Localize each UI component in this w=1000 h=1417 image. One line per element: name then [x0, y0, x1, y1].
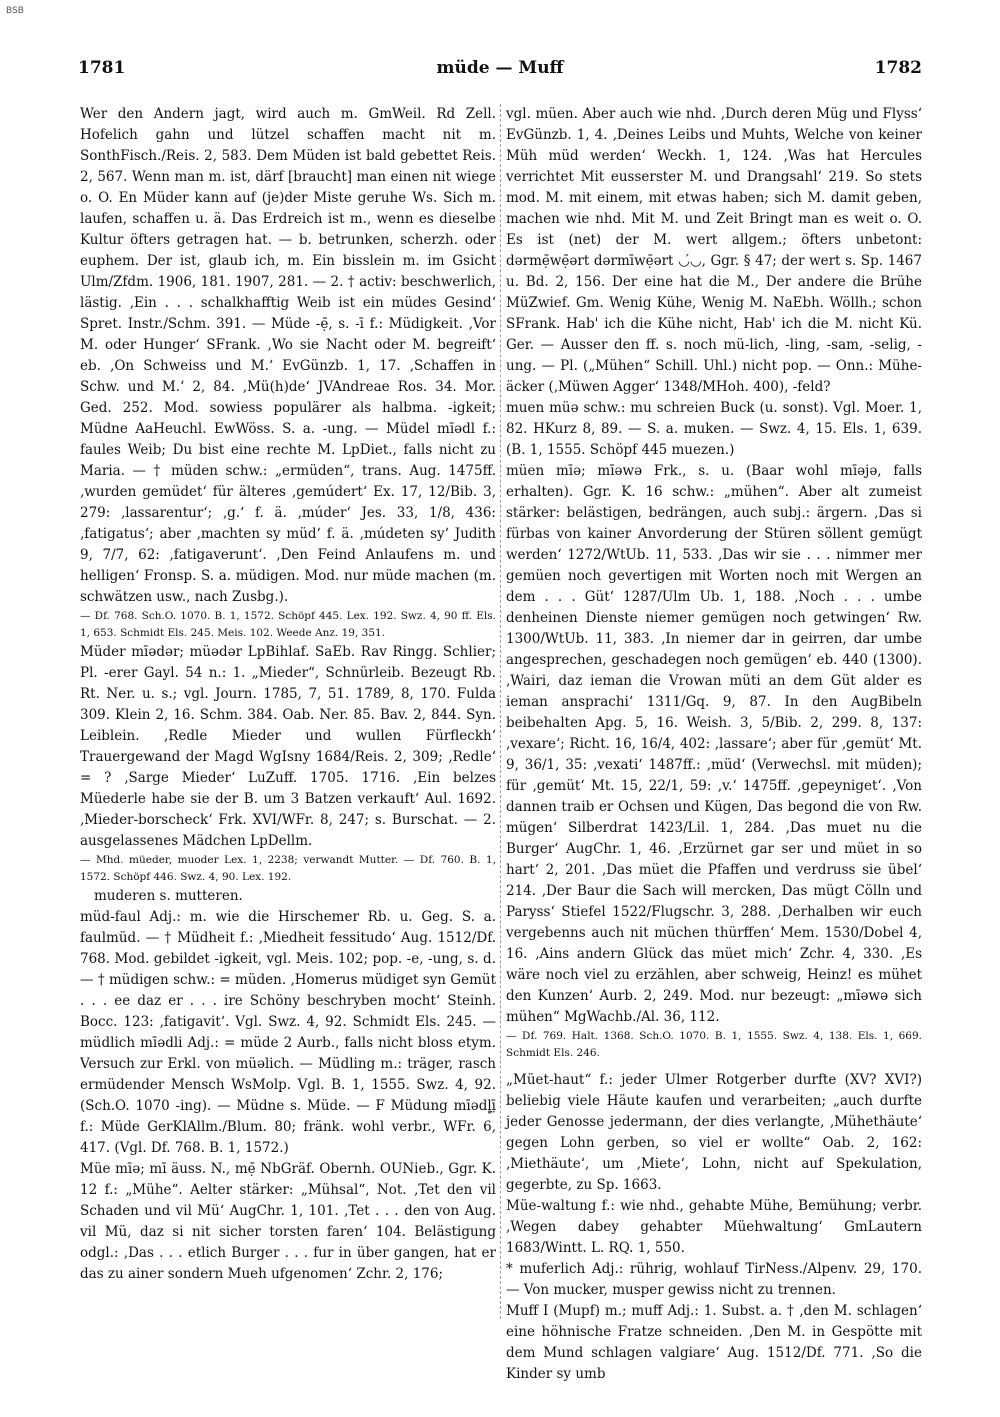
cross-reference: muderen s. mutteren. — [94, 888, 243, 904]
running-headword: müde — Muff — [436, 58, 564, 78]
library-stamp: BSB — [6, 6, 24, 16]
page-number-left: 1781 — [78, 58, 126, 78]
entry-mueet-haut: „Müet-haut“ f.: jeder Ulmer Rotgerber durfte (XV? XVI?) beliebig viele Häute kaufen und verarbeiten; „auch durfte jeder Genosse jedermann, der dies verlangte, ‚Mühethäute‘ gegen Lohn gerben, so viel er wollte“ Oab. 2, 162: ‚Miethäute‘, um ‚Miete‘, Lohn, nicht auf Spekulation, gegerbte, zu Sp. 1663. — [506, 1072, 922, 1193]
entry-mueen: müen mīə; mīəwə Frk., s. u. (Baar wohl mīəjə, falls erhalten). Ggr. K. 16 schw.: „mühen“. Aber alt zumeist stärker: belästigen, bedrängen, auch subj.: ärgern. ‚Das si fürbas von kainer Anvorderung der Stüren söllent gemügt werden‘ 1272/WtUb. 11, 533. ‚Das wir sie . . . nimmer mer gemüen noch gevertigen mit Worten noch mit Wergen an dem . . . Güt‘ 1287/Ulm Ub. 1, 188. ‚Noch . . . umbe denheinen Dienste niemer gemügen noch getwingen‘ Rw. 1300/WtUb. 11, 383. ‚In niemer dar in geirren, dar umbe angesprechen, geschadegen noch gemügen‘ eb. 440 (1300). ‚Wairi, daz ieman die Vrowan müti an dem Güt alder es ieman ansprachi‘ 1311/Gq. 9, 87. In den AugBibeln beibehalten Apg. 5, 16. Weish. 3, 5/Bib. 2, 299. 8, 137: ‚vexare‘; Richt. 16, 16/4, 402: ‚lassare‘; aber für ‚gemüt‘ Mt. 9, 36/1, 35: ‚vexati‘ 1487ff.: ‚müd‘ (Verwechsl. mit müden); für ‚gemüt‘ Mt. 15, 22/1, 59: ‚v.‘ 1475ff. ‚gepeyniget‘. ‚Von dannen traib er Ochsen und Kügen, Das begond die von Rw. mügen‘ Silberdrat 1423/Lil. 1, 284. ‚Das muet nu die Burger‘ AugChr. 1, 46. ‚Erzürnet gar ser und müet in so hart‘ 2, 201. ‚Das müet die Pfaffen und verdruss sie übel‘ 214. ‚Der Baur die Sach will mercken, Das mügt Cölln und Paryss‘ Stiefel 1522/Flugschr. 3, 288. ‚Derhalben wir euch vergebenns auch nit müchen thürffen‘ Mem. 1530/Dobel 4, 16. ‚Ains andern Glück das müet mich‘ Zchr. 4, 330. ‚Es wäre noch viel zu erzählen, aber schweig, Heinz! es mühet den Kunzen‘ Aurb. 2, 249. Mod. nur bezeugt: „mīəwə sich mühen“ MgWachb./Al. 36, 112. — [506, 463, 922, 1025]
entry-mue: Müe mīə; mī äuss. N., mẹ̄ NbGräf. Obernh. OUNieb., Ggr. K. 12 f.: „Mühe“. Aelter stärker: „Mühsal“, Not. ‚Tet den vil Schaden und vil Mü‘ AugChr. 1, 101. ‚Tet . . . den von Aug. vil Mü, daz si nit sicher torsten faren‘ 104. Belästigung odgl.: ‚Das . . . etlich Burger . . . fur in über gangen, hat er das zu ainer sondern Mueh ufgenomen‘ Zchr. 2, 176; — [80, 1161, 496, 1282]
reference-note: — Mhd. müeder, muoder Lex. 1, 2238; verwandt Mutter. — Df. 760. B. 1, 1572. Schöpf 446. Swz. 4, 90. Lex. 192. — [80, 854, 496, 883]
entry-mued-faul: müd-faul Adj.: m. wie die Hirschemer Rb. u. Geg. S. a. faulmüd. — † Müdheit f.: ‚Miedheit fessitudo‘ Aug. 1512/Df. 768. Mod. gebildet -igkeit, vgl. Meis. 102; pop. -e, -ung, s. d. — † müdigen schw.: = müden. ‚Homerus müdiget syn Gemüt . . . ee daz er . . . ire Schöny beschryben mocht‘ Steinh. Bocc. 123: ‚fatigavit‘. Vgl. Swz. 4, 92. Schmidt Els. 245. — müdlich mīədli Adj.: = müde 2 Aurb., falls nicht bloss etym. Versuch zur Erkl. von müəlich. — Müdling m.: träger, rasch ermüdender Mensch WsMolp. Vgl. B. 1, 1555. Swz. 4, 92. (Sch.O. 1070 -ing). — Müdne s. Müde. — F Müdung mīədl̥ī̤ f.: Müde GerKlAllm./Blum. 80; fränk. wohl verbr., WFr. 6, 417. (Vgl. Df. 768. B. 1, 1572.) — [80, 909, 496, 1156]
entry-paragraph: vgl. müen. Aber auch wie nhd. ‚Durch deren Müg und Flyss‘ EvGünzb. 1, 4. ‚Deines Leibs und Muhts, Welche von keiner Müh müd werden‘ Weckh. 1, 124. ‚Was hat Hercules verrichtet Mit eusserster M. und Drangsahl‘ 219. So stets mod. M. mit einem, mit etwas haben; sich M. damit geben, machen wie nhd. Mit M. und Zeit Bringt man es weit o. O. Es ist (net) der M. wert allgem.; öfters unbetont: dərmẹ̄wẹ̄ərt dərmīwẹ̄ərt ◡́◡, Ggr. § 47; der wert s. Sp. 1467 u. Bd. 2, 156. Der eine hat die M., Der andere die Brühe MüZwief. Gm. Wenig Kühe, Wenig M. NaEbh. Wöllh.; schon SFrank. Hab' ich die Kühe nicht, Hab' ich die M. nicht Kü. Ger. — Ausser den ff. s. noch mü-lich, -ling, -sam, -selig, -ung. — Pl. („Mühen“ Schill. Uhl.) nicht pop. — Onn.: Mühe-äcker (‚Müwen Agger‘ 1348/MHoh. 400), -feld? — [506, 106, 922, 395]
reference-note: — Df. 769. Halt. 1368. Sch.O. 1070. B. 1, 1555. Swz. 4, 138. Els. 1, 669. Schmidt Els. 246. — [506, 1030, 922, 1059]
running-header — [78, 58, 922, 86]
right-column — [506, 104, 922, 1382]
page-number-right: 1782 — [874, 58, 922, 78]
entry-muff: Muff I (Mupf) m.; muff Adj.: 1. Subst. a. † ‚den M. schlagen‘ eine höhnische Fratze schneiden. ‚Den M. in Gespötte mit dem Mund schlagen valgiare‘ Aug. 1512/Df. 771. ‚So die Kinder sy umb — [506, 1303, 922, 1382]
entry-mue-waltung: Müe-waltung f.: wie nhd., gehabte Mühe, Bemühung; verbr. ‚Wegen dabey gehabter Müehwaltung‘ GmLautern 1683/Wintt. L. RQ. 1, 550. — [506, 1198, 922, 1256]
entry-muen: muen müə schw.: mu schreien Buck (u. sonst). Vgl. Moer. 1, 82. HKurz 8, 89. — S. a. muken. — Swz. 4, 15. Els. 1, 639. (B. 1, 1555. Schöpf 445 muezen.) — [506, 400, 922, 458]
entry-muferlich: * muferlich Adj.: rührig, wohlauf TirNess./Alpenv. 29, 170. — Von mucker, musper gewiss nicht zu trennen. — [506, 1261, 922, 1298]
entry-paragraph: Wer den Andern jagt, wird auch m. GmWeil. Rd Zell. Hofelich gahn und lützel schaffen macht nit m. SonthFisch./Reis. 2, 583. Dem Müden ist bald gebettet Reis. 2, 567. Wenn man m. ist, därf [braucht] man einen nit wiege o. O. En Müder kann auf (je)der Miste geruhe Ws. Sich m. laufen, schaffen u. ä. Das Erdreich ist m., wenn es dieselbe Kultur öfters getragen hat. — b. betrunken, scherzh. oder euphem. Der ist, glaub ich, m. Ein bisslein m. im Gsicht Ulm/Zfdm. 1906, 181. 1907, 281. — 2. † activ: beschwerlich, lästig. ‚Ein . . . schalkhafftig Weib ist ein müdes Gesind‘ Spret. Instr./Schm. 391. — Müde -ẹ̄, s. -ī f.: Müdigkeit. ‚Vor M. oder Hunger‘ SFrank. ‚Wo sie Nacht oder M. begreift‘ eb. ‚On Schweiss und M.‘ EvGünzb. 1, 17. ‚Schaffen in Schw. und M.‘ 2, 84. ‚Mü(h)de‘ JVAndreae Ros. 34. Mor. Ged. 252. Mod. sowiess populärer als halbma. -igkeit; Müdne AaHeuchl. EwWöss. S. a. -ung. — Müdel mīədl f.: faules Weib; Du bist eine rechte M. LpDiet., falls nicht zu Maria. — † müden schw.: „ermüden“, trans. Aug. 1475ff. ‚wurden gemüdet‘ für älteres ‚gemúdert‘ Ex. 17, 12/Bib. 3, 279: ‚lassarentur‘; ‚g.‘ f. ä. ‚múder‘ Jes. 33, 1/8, 436: ‚fatigatus‘; aber ‚machten sy müd‘ f. ä. ‚múdeten sy‘ Judith 9, 7/7, 62: ‚fatigaverunt‘. ‚Den Feind Anlaufens m. und helligen‘ Fronsp. S. a. müdigen. Mod. nur müde machen (m. schwätzen usw., nach Zusbg.). — [80, 106, 496, 605]
left-column — [80, 104, 496, 1354]
entry-mueder: Müder mīədər; müədər LpBihlaf. SaEb. Rav Ringg. Schlier; Pl. -erer Gayl. 54 n.: 1. „Mieder“, Schnürleib. Bezeugt Rb. Rt. Ner. u. s.; vgl. Journ. 1785, 7, 51. 1789, 8, 170. Fulda 309. Klein 2, 16. Schm. 384. Oab. Ner. 85. Bav. 2, 844. Syn. Leiblein. ‚Redle Mieder und wullen Fürfleckh‘ Trauergewand der Magd WgIsny 1684/Reis. 2, 309; ‚Redle‘ = ? ‚Sarge Mieder‘ LuZuff. 1705. 1716. ‚Ein belzes Müederle habe sie der B. um 3 Batzen verkauft‘ Aul. 1692. ‚Mieder-borscheck‘ Frk. XVI/WFr. 8, 247; s. Burschat. — 2. ausgelassenes Mädchen LpDellm. — [80, 644, 496, 849]
column-divider — [500, 104, 501, 1319]
reference-note: — Df. 768. Sch.O. 1070. B. 1, 1572. Schöpf 445. Lex. 192. Swz. 4, 90 ff. Els. 1, 653. Schmidt Els. 245. Meis. 102. Weede Anz. 19, 351. — [80, 610, 496, 639]
